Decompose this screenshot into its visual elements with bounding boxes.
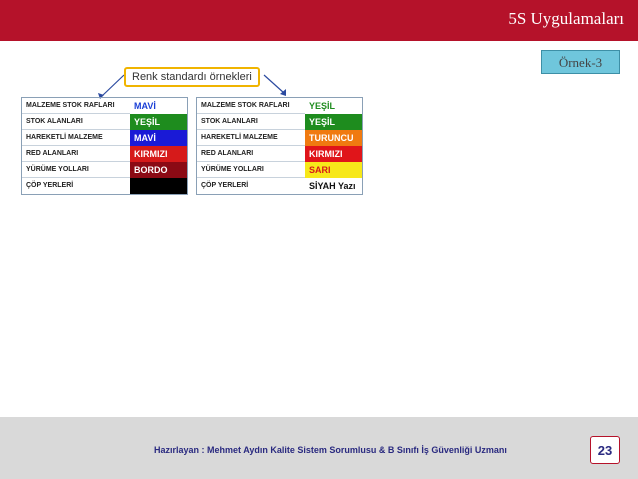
footer-credit: Hazırlayan : Mehmet Aydın Kalite Sistem Sorumlusu & B Sınıfı İş Güvenliği Uzmanı xyxy=(154,445,507,455)
example-badge: Örnek-3 xyxy=(541,50,620,74)
table-row xyxy=(22,98,187,114)
table-row xyxy=(22,162,187,178)
row-label: ÇÖP YERLERİ xyxy=(201,182,249,189)
table-row xyxy=(197,130,362,146)
row-label: HAREKETLİ MALZEME xyxy=(201,134,278,141)
table-row xyxy=(197,162,362,178)
row-label: RED ALANLARI xyxy=(26,150,79,157)
row-label: MALZEME STOK RAFLARI xyxy=(26,102,115,109)
table-row xyxy=(22,130,187,146)
row-label: STOK ALANLARI xyxy=(26,118,83,125)
color-cell: KIRMIZI xyxy=(305,146,362,162)
color-cell: SARI xyxy=(305,162,362,178)
table-row xyxy=(197,114,362,130)
color-cell: MAVİ xyxy=(130,98,187,114)
table-row xyxy=(22,114,187,130)
row-label: STOK ALANLARI xyxy=(201,118,258,125)
color-cell: YEŞİL xyxy=(130,114,187,130)
color-cell: KIRMIZI xyxy=(130,146,187,162)
row-label: YÜRÜME YOLLARI xyxy=(26,166,89,173)
table-row xyxy=(22,146,187,162)
table-row xyxy=(197,178,362,194)
color-cell xyxy=(130,178,187,194)
color-table-1 xyxy=(21,97,188,195)
color-cell: BORDO xyxy=(130,162,187,178)
row-label: MALZEME STOK RAFLARI xyxy=(201,102,290,109)
slide-title: 5S Uygulamaları xyxy=(508,9,624,28)
callout-label: Renk standardı örnekleri xyxy=(124,67,260,87)
color-cell: SİYAH Yazı xyxy=(305,178,362,194)
row-label: ÇÖP YERLERİ xyxy=(26,182,74,189)
arrow-right xyxy=(264,75,284,93)
color-cell: YEŞİL xyxy=(305,98,362,114)
color-cell: MAVİ xyxy=(130,130,187,146)
row-label: RED ALANLARI xyxy=(201,150,254,157)
row-label: HAREKETLİ MALZEME xyxy=(26,134,103,141)
color-table-2 xyxy=(196,97,363,195)
table-row xyxy=(197,146,362,162)
arrow-left xyxy=(102,75,124,96)
row-label: YÜRÜME YOLLARI xyxy=(201,166,264,173)
color-cell: YEŞİL xyxy=(305,114,362,130)
page-number: 23 xyxy=(590,436,620,464)
table-row xyxy=(197,98,362,114)
table-row xyxy=(22,178,187,194)
color-cell: TURUNCU xyxy=(305,130,362,146)
